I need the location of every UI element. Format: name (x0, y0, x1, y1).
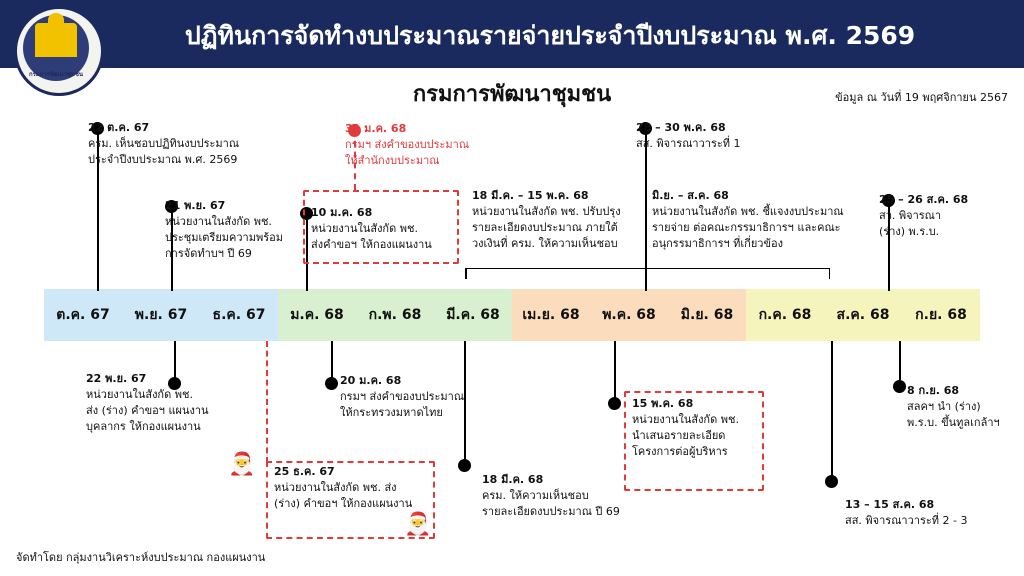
event-date: 28 – 30 พ.ค. 68 (636, 121, 726, 134)
event-line: ให้สำนักงบประมาณ (345, 153, 440, 167)
event-line: รายจ่าย ต่อคณะกรรมาธิการฯ และคณะ (652, 220, 841, 234)
event-line: ส่งคำขอฯ ให้กองแผนงาน (311, 237, 432, 251)
event-date: 21 พ.ย. 67 (165, 199, 226, 212)
event-note-15may-below (632, 396, 777, 460)
stem-13aug-below (831, 341, 833, 481)
event-line: (ร่าง) คำขอฯ ให้กองแผนงาน (274, 496, 413, 510)
event-line: ให้กระทรวงมหาดไทย (340, 405, 443, 419)
logo-text: กรมการพัฒนาชุมชน (28, 71, 84, 78)
dot-18mar-below (458, 459, 471, 472)
event-note-25dec-below (274, 464, 434, 512)
event-line: โครงการต่อผู้บริหาร (632, 444, 728, 458)
timeline-bar (44, 289, 980, 341)
event-date: 22 พ.ย. 67 (86, 372, 147, 385)
event-note-8sep-below (907, 383, 1022, 431)
event-line: สส. พิจารณาวาระที่ 1 (636, 136, 741, 150)
timeline-month: พ.ย. 67 (122, 289, 200, 341)
event-date: 18 มี.ค. 68 (482, 473, 544, 486)
dot-8sep-below (893, 380, 906, 393)
timeline-month: ม.ค. 68 (278, 289, 356, 341)
event-line: หน่วยงานในสังกัด พช. ปรับปรุง (472, 204, 621, 218)
event-line: รายละเอียดงบประมาณ ปี 69 (482, 504, 620, 518)
dot-20jan-below (325, 377, 338, 390)
event-line: หน่วยงานในสังกัด พช. (632, 412, 739, 426)
event-note-18mar-15may (472, 188, 647, 252)
timeline-month: พ.ค. 68 (590, 289, 668, 341)
as-of-date: ข้อมูล ณ วันที่ 19 พฤศจิกายน 2567 (835, 91, 1008, 104)
event-line: วงเงินที่ ครม. ให้ความเห็นชอบ (472, 236, 618, 250)
event-date: 22 ต.ค. 67 (88, 121, 150, 134)
stem-15may-below (614, 341, 616, 403)
event-date: 18 มี.ค. – 15 พ.ค. 68 (472, 189, 589, 202)
event-note-22oct (88, 120, 288, 168)
event-line: กรมฯ ส่งคำของบประมาณ (345, 137, 470, 151)
event-line: การจัดทำบฯ ปี 69 (165, 246, 252, 260)
event-date: 10 ม.ค. 68 (311, 206, 373, 219)
event-line: รายละเอียดงบประมาณ ภายใต้ (472, 220, 618, 234)
santa-icon-right: 🎅 (404, 512, 432, 537)
event-note-13aug-below (845, 497, 1024, 529)
event-line: พ.ร.บ. ขึ้นทูลเกล้าฯ (907, 415, 1000, 429)
logo-emblem-icon (35, 23, 77, 57)
event-line: สว. พิจารณา (879, 208, 942, 222)
event-note-22nov-below (86, 371, 251, 435)
timeline-month: ก.ค. 68 (746, 289, 824, 341)
dot-13aug-below (825, 475, 838, 488)
bracket-mar-may (465, 268, 830, 269)
event-line: กรมฯ ส่งคำของบประมาณ (340, 389, 465, 403)
event-line: (ร่าง) พ.ร.บ. (879, 224, 940, 238)
event-date: 31 ม.ค. 68 (345, 122, 407, 135)
event-line: หน่วยงานในสังกัด พช. (311, 221, 418, 235)
event-line: ครม. ให้ความเห็นชอบ (482, 488, 589, 502)
event-line: อนุกรรมาธิการฯ ที่เกี่ยวข้อง (652, 236, 783, 250)
event-line: ครม. เห็นชอบปฏิทินงบประมาณ (88, 136, 240, 150)
timeline-month: ต.ค. 67 (44, 289, 122, 341)
event-note-25aug (879, 192, 1019, 240)
event-note-18mar-below (482, 472, 662, 520)
event-line: หน่วยงานในสังกัด พช. ส่ง (274, 480, 397, 494)
event-note-20jan-below (340, 373, 510, 421)
timeline-month: ก.ย. 68 (902, 289, 980, 341)
timeline-month: มิ.ย. 68 (668, 289, 746, 341)
footer-credit: จัดทำโดย กลุ่มงานวิเคราะห์งบประมาณ กองแผนงาน (16, 551, 266, 564)
event-note-jun-aug (652, 188, 867, 252)
event-line: บุคลากร ให้กองแผนงาน (86, 419, 201, 433)
event-date: 25 – 26 ส.ค. 68 (879, 193, 969, 206)
santa-icon-left: 🎅 (228, 452, 256, 477)
event-line: ประชุมเตรียมความพร้อม (165, 230, 284, 244)
event-line: สลคฯ นำ (ร่าง) (907, 399, 981, 413)
event-line: หน่วยงานในสังกัด พช. (86, 387, 193, 401)
event-note-28may (636, 120, 816, 152)
event-date: 13 – 15 ส.ค. 68 (845, 498, 935, 511)
dot-15may-below (608, 397, 621, 410)
timeline-month: เม.ย. 68 (512, 289, 590, 341)
event-line: หน่วยงานในสังกัด พช. ชี้แจงงบประมาณ (652, 204, 844, 218)
event-line: ประจำปีงบประมาณ พ.ศ. 2569 (88, 152, 238, 166)
timeline-month: ก.พ. 68 (356, 289, 434, 341)
timeline-month: ส.ค. 68 (824, 289, 902, 341)
event-date: 15 พ.ค. 68 (632, 397, 694, 410)
event-date: 8 ก.ย. 68 (907, 384, 960, 397)
event-date: 25 ธ.ค. 67 (274, 465, 335, 478)
timeline-month: ธ.ค. 67 (200, 289, 278, 341)
event-date: 20 ม.ค. 68 (340, 374, 402, 387)
page-subtitle: กรมการพัฒนาชุมชน (412, 82, 612, 107)
event-line: หน่วยงานในสังกัด พช. (165, 214, 272, 228)
event-line: สส. พิจารณาวาระที่ 2 - 3 (845, 513, 968, 527)
event-date: มิ.ย. – ส.ค. 68 (652, 189, 729, 202)
event-note-10jan (311, 205, 461, 253)
stem-25dec-below (266, 341, 268, 463)
timeline-month: มี.ค. 68 (434, 289, 512, 341)
event-note-31jan (345, 121, 525, 169)
event-line: ส่ง (ร่าง) คำขอฯ แผนงาน (86, 403, 209, 417)
event-line: นำเสนอรายละเอียด (632, 428, 726, 442)
page-title: ปฏิทินการจัดทำงบประมาณรายจ่ายประจำปีงบประมาณ พ.ศ. 2569 (184, 21, 916, 50)
event-note-21nov (165, 198, 305, 262)
